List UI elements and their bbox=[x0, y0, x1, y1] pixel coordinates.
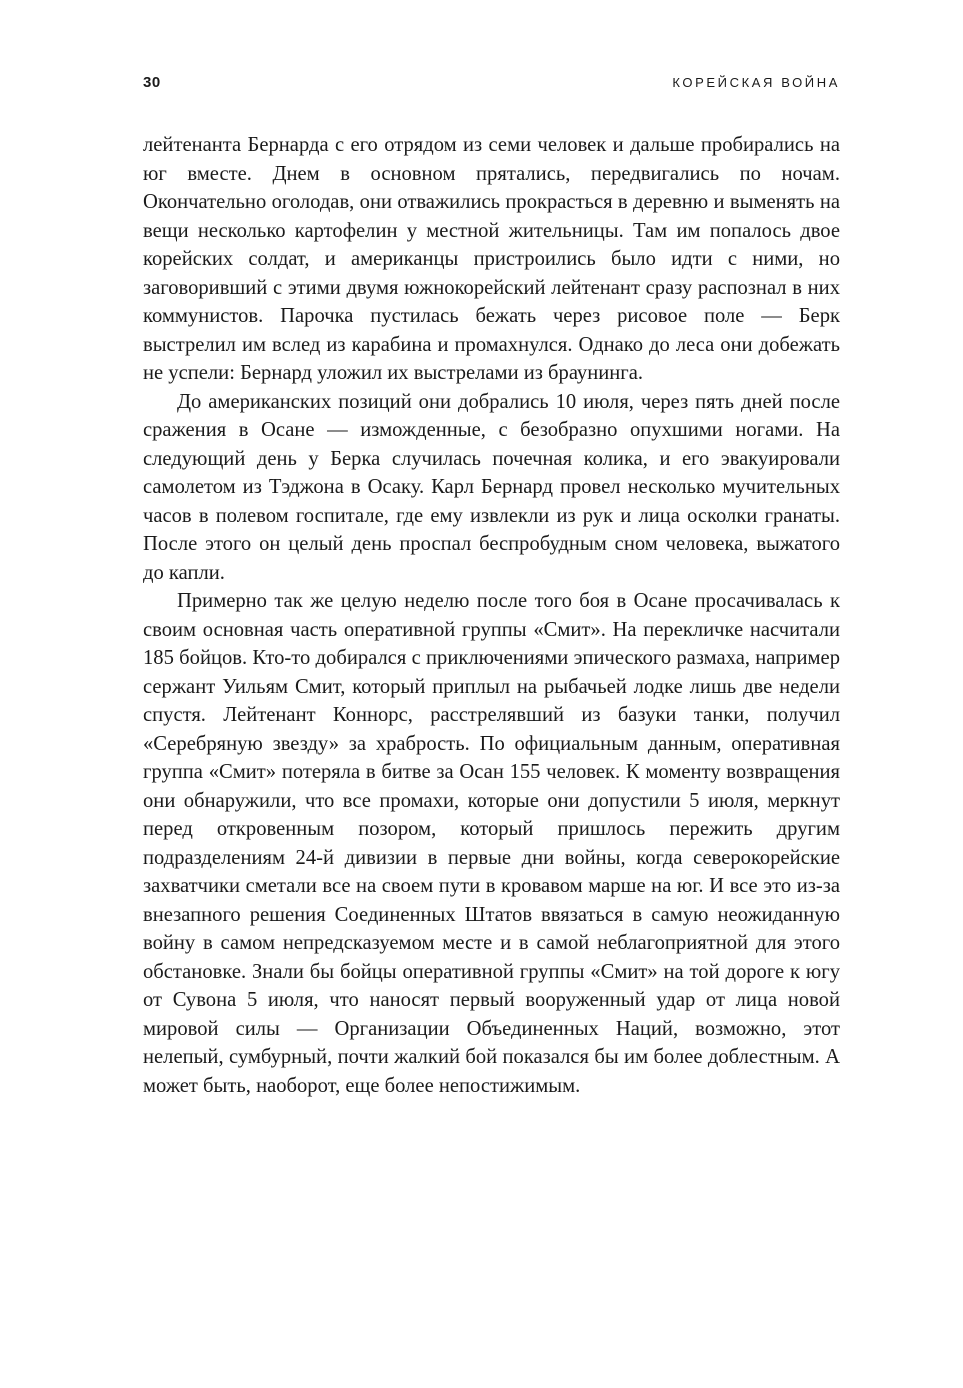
paragraph: До американских позиций они добрались 10 июля, через пять дней после сражения в Осане — изможденные, с безобразно опухшими ногами. На следующий день у Берка случилась почечная колика, и его эвакуировали самолетом из Тэджона в Осаку. Карл Бернард провел несколько мучительных часов в полевом госпитале, где ему извлекли из рук и лица осколки гранаты. После этого он целый день проспал беспробудным сном человека, выжатого до капли. bbox=[143, 390, 840, 584]
paragraph: лейтенанта Бернарда с его отрядом из семи человек и дальше пробирались на юг вместе. Днем в основном прятались, передвигались по ночам. Окончательно оголодав, они отважились прокрасться в деревню и выменять на вещи несколько картофелин у местной жительницы. Там им попалось двое корейских солдат, и американцы пристроились было идти с ними, но заговоривший с этими двумя южнокорейский лейтенант сразу распознал в них коммунистов. Парочка пустилась бежать через рисовое поле — Берк выстрелил им вслед из карабина и промахнулся. Однако до леса они добежать не успели: Бернард уложил их выстрелами из браунинга. bbox=[143, 134, 840, 384]
page-header bbox=[143, 74, 840, 98]
running-title: КОРЕЙСКАЯ ВОЙНА bbox=[672, 75, 840, 90]
body-text bbox=[143, 131, 840, 1100]
page-number: 30 bbox=[143, 74, 161, 91]
paragraph: Примерно так же целую неделю после того боя в Осане просачивалась к своим основная часть оперативной группы «Смит». На перекличке насчитали 185 бойцов. Кто-то добирался с приключениями эпического размаха, например сержант Уильям Смит, который приплыл на рыбачьей лодке лишь две недели спустя. Лейтенант Коннорс, расстрелявший из базуки танки, получил «Серебряную звезду» за храбрость. По официальным данным, оперативная группа «Смит» потеряла в битве за Осан 155 человек. К моменту возвращения они обнаружили, что все промахи, которые они допустили 5 июля, меркнут перед откровенным позором, который пришлось пережить другим подразделениям 24-й дивизии в первые дни войны, когда северокорейские захватчики сметали все на своем пути в кровавом марше на юг. И все это из-за внезапного решения Соединенных Штатов ввязаться в самую неожиданную войну в самом непредсказуемом месте и в самой неблагоприятной для этого обстановке. Знали бы бойцы оперативной группы «Смит» на той дороге к югу от Сувона 5 июля, что наносят первый вооруженный удар от лица новой мировой силы — Организации Объединенных Наций, возможно, этот нелепый, сумбурный, почти жалкий бой показался бы им более доблестным. А может быть, наоборот, еще более непостижимым. bbox=[143, 590, 840, 1097]
